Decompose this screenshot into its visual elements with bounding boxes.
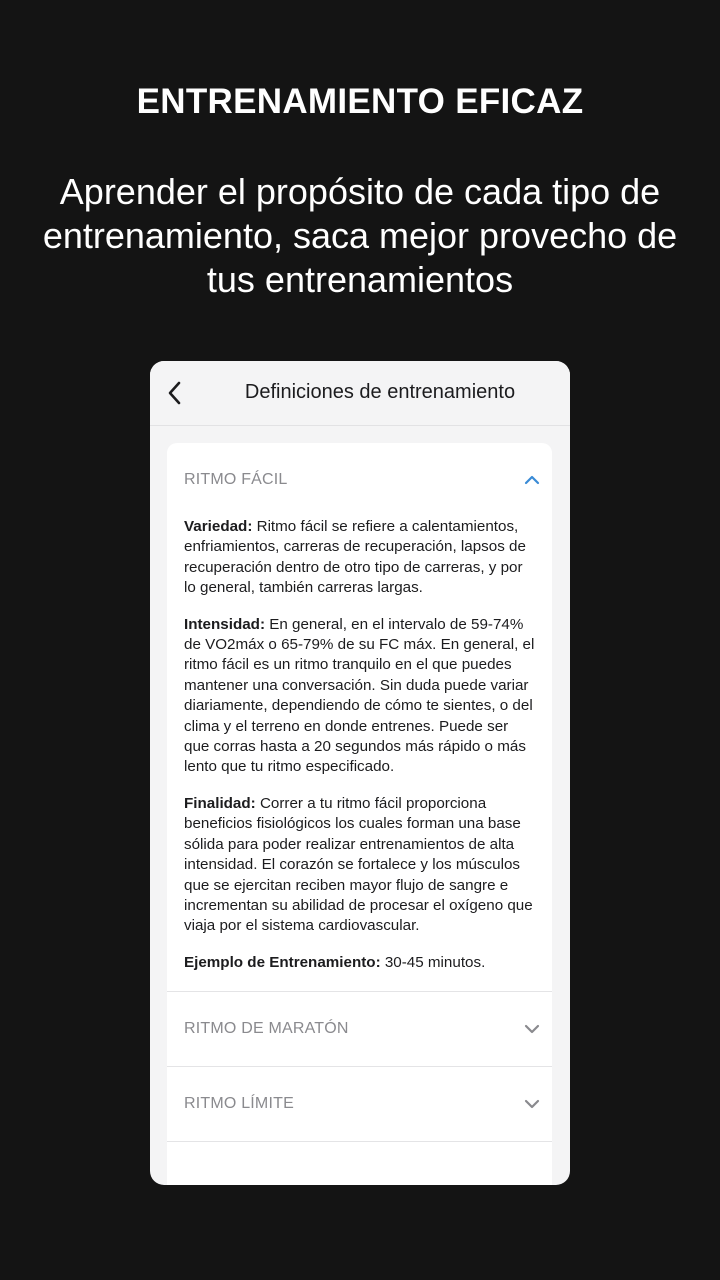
- chevron-down-icon: [524, 1097, 540, 1111]
- section-label: RITMO DE MARATÓN: [184, 1020, 349, 1038]
- phone-screenshot: [150, 361, 570, 1185]
- chevron-up-icon: [524, 473, 540, 487]
- section-header-ritmo-facil[interactable]: [167, 443, 552, 517]
- definitions-card: [167, 443, 552, 1185]
- paragraph-intensidad: [184, 615, 535, 778]
- paragraph-text: Ritmo fácil se refiere a calentamientos, enfriamientos, carreras de recuperación, lapsos de recuperación dentro de otro tipo de carreras, y por lo general, también carreras largas.: [184, 518, 526, 597]
- term-label: Intensidad:: [184, 615, 266, 633]
- term-label: Variedad:: [184, 518, 253, 535]
- section-label: RITMO FÁCIL: [184, 471, 288, 488]
- promo-headline: ENTRENAMIENTO EFICAZ: [136, 82, 584, 121]
- section-header-ritmo-de-maraton[interactable]: [167, 992, 552, 1067]
- paragraph-text: 30-45 minutos.: [380, 953, 486, 971]
- section-body-ritmo-facil: [167, 517, 552, 973]
- term-label: Ejemplo de Entrenamiento:: [184, 953, 381, 971]
- paragraph-text: Correr a tu ritmo fácil proporciona beneficios fisiológicos los cuales forman una base sólida para poder realizar entrenamientos de alta intensidad. El corazón se fortalece y los músculos que se ejercitan reciben mayor flujo de sangre e incrementan su abilidad de procesar el oxígeno que viaja por el sistema cardiovascular.: [184, 794, 533, 935]
- app-bar: [150, 361, 570, 426]
- paragraph-text: En general, en el intervalo de 59-74% de VO2máx o 65-79% de su FC máx. En general, el ritmo fácil es un ritmo tranquilo en el que puedes mantener una conversación. Sin duda puede variar diariamente, dependiendo de cómo te sientes, o del clima y el terreno en donde entrenes. Puede ser que corras hasta a 20 segundos más rápido o más lento que tu ritmo especificado.: [184, 615, 535, 776]
- section-label: RITMO LÍMITE: [184, 1095, 294, 1113]
- chevron-down-icon: [524, 1022, 540, 1036]
- section-header-ritmo-limite[interactable]: [167, 1067, 552, 1142]
- page-title: Definiciones de entrenamiento: [244, 381, 516, 403]
- chevron-left-icon: [164, 379, 188, 407]
- term-label: Finalidad:: [184, 794, 256, 812]
- promo-subtitle: Aprender el propósito de cada tipo de entrenamiento, saca mejor provecho de tus entrenamientos: [42, 171, 678, 300]
- paragraph-variedad: [184, 517, 535, 599]
- back-button[interactable]: [164, 379, 188, 407]
- paragraph-ejemplo: [184, 953, 535, 973]
- paragraph-finalidad: [184, 794, 535, 937]
